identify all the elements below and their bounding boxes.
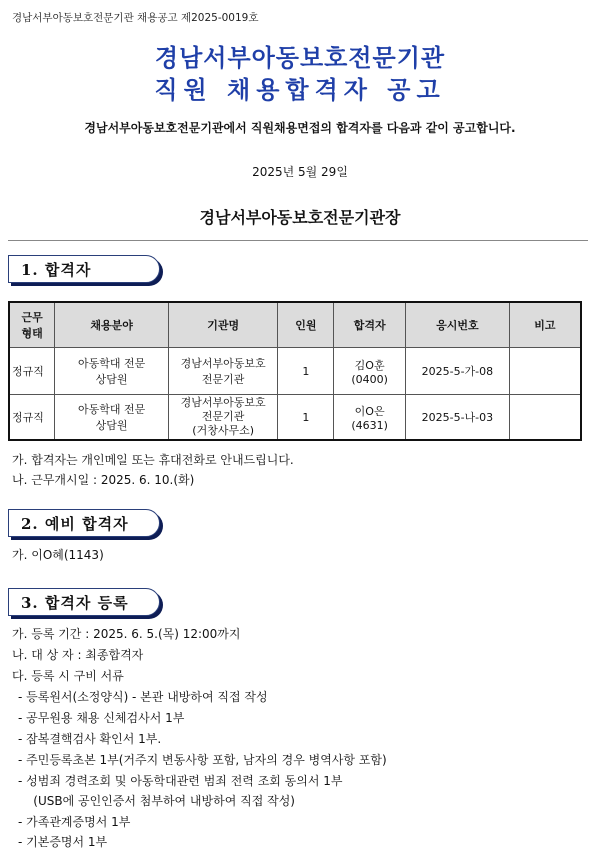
list-item: - 등록원서(소정양식) - 본관 내방하여 직접 작성 [18,690,268,704]
cell-exam-no: 2025-5-나-03 [406,395,510,441]
list-item: (USB에 공인인증서 첨부하여 내방하여 직접 작성) [18,794,295,808]
cell-type: 정규직 [9,395,55,441]
list-item: - 성범죄 경력조회 및 아동학대관련 범죄 전력 조회 동의서 1부 [18,774,343,788]
col-header-field: 채용분야 [55,302,169,348]
col-header-note: 비고 [509,302,581,348]
announcement-date: 2025년 5월 29일 [252,165,348,179]
col-header-exam-no: 응시번호 [406,302,510,348]
col-header-count: 인원 [278,302,334,348]
cell-note [509,395,581,441]
notice-contact: 가. 합격자는 개인메일 또는 휴대전화로 안내드립니다. [12,453,294,467]
reserve-candidate: 가. 이O혜(1143) [12,548,104,562]
section-heading-reserve: 2. 예비 합격자 [8,509,160,537]
successful-candidates-table [8,301,582,441]
list-item: - 공무원용 채용 신체검사서 1부 [18,711,185,725]
registration-period: 가. 등록 기간 : 2025. 6. 5.(목) 12:00까지 [12,627,241,641]
cell-count: 1 [278,395,334,441]
notice-start-date: 나. 근무개시일 : 2025. 6. 10.(화) [12,473,195,487]
cell-name: 이O은 (4631) [334,395,406,441]
required-documents-heading: 다. 등록 시 구비 서류 [12,669,124,683]
section-heading-registration: 3. 합격자 등록 [8,588,160,616]
cell-name: 김O훈 (0400) [334,348,406,395]
cell-field: 아동학대 전문 상담원 [55,348,169,395]
list-item: - 가족관계증명서 1부 [18,815,131,829]
col-header-org: 기관명 [168,302,278,348]
divider [8,240,588,241]
page-title-line2: 직원 채용합격자 공고 [154,75,446,104]
list-item: - 잠복결핵검사 확인서 1부. [18,732,162,746]
page-title-line1: 경남서부아동보호전문기관 [154,43,446,72]
issuing-organization: 경남서부아동보호전문기관장 [199,208,401,227]
list-item: - 주민등록초본 1부(거주지 변동사항 포함, 남자의 경우 병역사항 포함) [18,753,387,767]
cell-note [509,348,581,395]
table-header-row [9,302,581,348]
table-row [9,395,581,441]
cell-exam-no: 2025-5-가-08 [406,348,510,395]
cell-field: 아동학대 전문 상담원 [55,395,169,441]
col-header-type: 근무 형태 [9,302,55,348]
cell-org: 경남서부아동보호 전문기관 (거창사무소) [168,395,278,441]
cell-org: 경남서부아동보호 전문기관 [168,348,278,395]
registration-target: 나. 대 상 자 : 최종합격자 [12,648,144,662]
section-heading-successful: 1. 합격자 [8,255,160,283]
cell-type: 정규직 [9,348,55,395]
list-item: - 기본증명서 1부 [18,835,108,849]
cell-count: 1 [278,348,334,395]
table-row [9,348,581,395]
document-number: 경남서부아동보호전문기관 채용공고 제2025-0019호 [12,12,259,24]
col-header-name: 합격자 [334,302,406,348]
intro-text: 경남서부아동보호전문기관에서 직원채용면접의 합격자를 다음과 같이 공고합니다. [84,121,516,135]
